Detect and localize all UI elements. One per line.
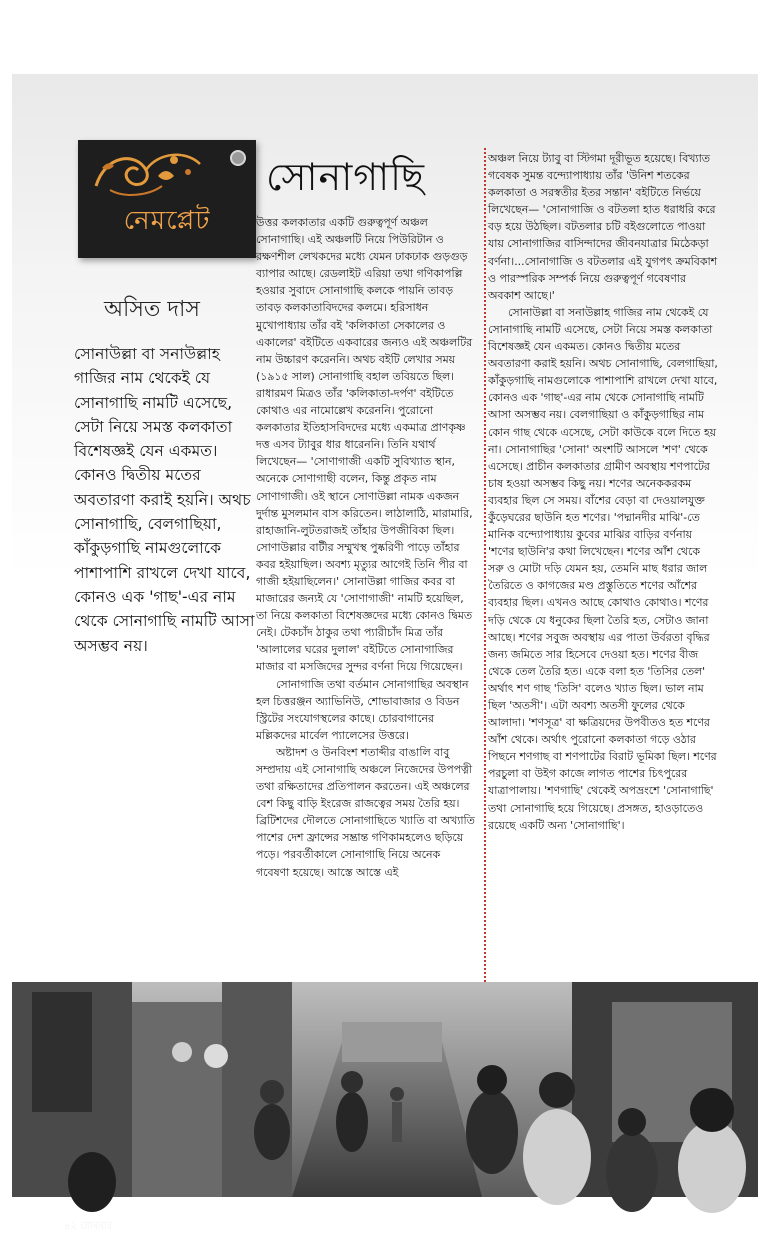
article-column-middle	[256, 214, 476, 881]
article-title: সোনাগাছি	[266, 155, 426, 199]
page-footer: ৪২ রোববার	[64, 1221, 113, 1232]
paragraph: উত্তর কলকাতার একটি গুরুত্বপূর্ণ অঞ্চল সোনাগাছি। এই অঞ্চলটি নিয়ে পিউরিটান ও রক্ষণশীল লেখকদের মধ্যে যেমন ঢাকঢাক গুড়গুড় ব্যাপার আছে। রেডলাইট এরিয়া তথা গণিকাপল্লি হওয়ার সুবাদে সোনাগাছি কলকে পায়নি তাবড় তাবড় কলকাতাবিদদের কলমে। হরিসাধন মুখোপাধ্যায় তাঁর বই 'কলিকাতা সেকালের ও একালের' বইটিতে একবারের জন্যও এই অঞ্চলটির নাম উচ্চারণ করেননি। অথচ বইটি লেখার সময় (১৯১৫ সাল) সোনাগাছি বহাল তবিয়তে ছিল। রাধারমণ মিত্রও তাঁর 'কলিকাতা-দর্পণ' বইটিতে কোথাও এর নামোল্লেখ করেননি। পুরোনো কলকাতার ইতিহাসবিদদের মধ্যে একমাত্র প্রাণকৃষ্ণ দত্ত এসব ট্যাবুর ধার ধারেননি। তিনি যথার্থ লিখেছেন— 'সোণাগাজী একটি সুবিখ্যাত স্থান, অনেকে সোণাগাছী বলেন, কিন্তু প্রকৃত নাম সোণাগাজী। ওই স্থানে সোণাউল্লা নামক একজন দুর্দান্ত মুসলমান বাস করিতেন। লাঠালাঠি, মারামারি, রাহাজানি-লুটতরাজই তাঁহার উপজীবিকা ছিল। সোণাউল্লার বাটীর সম্মুখস্থ পুষ্করিণী পাড়ে তাঁহার কবর হইয়াছিল। অবশ্য মৃত্যুর আগেই তিনি পীর বা গাজী হইয়াছিলেন।' সোনাউল্লা গাজির কবর বা মাজারের জন্যই যে 'সোণাগাজী' নামটি হয়েছিল, তা নিয়ে কলকাতা বিশেষজ্ঞদের মধ্যে কোনও দ্বিমত নেই। টেকচাঁদ ঠাকুর তথা প্যারীচাঁদ মিত্র তাঁর 'আলালের ঘরের দুলাল' বইটিতে সোনাগাজির মাজার বা মসজিদের সুন্দর বর্ণনা দিয়ে গিয়েছেন।	[256, 216, 473, 674]
paragraph: অষ্টাদশ ও উনবিংশ শতাব্দীর বাঙালি বাবু সম্প্রদায় এই সোনাগাছি অঞ্চলে নিজেদের উপপত্নী তথা রক্ষিতাদের প্রতিপালন করতেন। এই অঞ্চলের বেশ কিছু বাড়ি ইংরেজ রাজত্বের সময় তৈরি হয়। ব্রিটিশদের দৌলতে সোনাগাছিতে খ্যাতি বা অখ্যাতি পাশের দেশ ফ্রান্সের সম্ভ্রান্ত গণিকামহলেও ছড়িয়ে পড়ে। পরবর্তীকালে সোনাগাছি নিয়ে অনেক গবেষণা হয়েছে। আস্তে আস্তে এই	[256, 745, 475, 879]
intro-blurb: সোনাউল্লা বা সনাউল্লাহ গাজির নাম থেকেই যে সোনাগাছি নামটি এসেছে, সেটা নিয়ে সমস্ত কলকাতা বিশেষজ্ঞই যেন একমত। কোনও দ্বিতীয় মতের অবতারণা করাই হয়নি। অথচ সোনাগাছি, বেলগাছিয়া, কাঁকুড়গাছি নামগুলোকে পাশাপাশি রাখলে দেখা যাবে, কোনও এক 'গাছ'-এর নাম থেকে সোনাগাছি নামটি আসা অসম্ভব নয়।	[74, 345, 255, 655]
street-photo	[12, 982, 758, 1197]
column-divider	[484, 148, 486, 1038]
floral-swirl-icon	[88, 146, 208, 202]
pin-icon	[230, 150, 246, 166]
street-scene-image	[12, 982, 758, 1197]
paragraph: সোনাগাজি তথা বর্তমান সোনাগাছির অবস্থান হল চিত্তরঞ্জন অ্যাভিনিউ, শোভাবাজার ও বিডন স্ট্রিটের সংযোগস্থলের কাছে। চোরবাগানের মল্লিকদের মার্বেল প্যালেসের উত্তরে।	[256, 677, 469, 742]
paragraph: অঞ্চল নিয়ে ট্যাবু বা স্টিগমা দূরীভূত হয়েছে। বিখ্যাত গবেষক সুমন্ত বন্দ্যোপাধ্যায় তাঁর 'উনিশ শতকের কলকাতা ও সরস্বতীর ইতর সন্তান' বইটিতে নির্ভয়ে লিখেছেন— 'সোনাগাজি ও বটতলা হাত ধরাধরি করে বড় হয়ে উঠছিল। বটতলার চটি বইগুলোতে পাওয়া যায় সোনাগাজির বাসিন্দাদের জীবনযাত্রার মিঠেকড়া বর্ণনা।...সোনাগাজি ও বটতলার এই যুগপৎ ক্রমবিকাশ ও পারস্পরিক সম্পর্ক নিয়ে গুরুত্বপূর্ণ গবেষণার অবকাশ আছে।'	[488, 152, 718, 302]
magazine-page	[12, 74, 758, 1232]
article-column-right	[488, 150, 718, 834]
nameplate-badge	[78, 140, 256, 258]
nameplate-label: নেমপ্লেট	[123, 206, 211, 236]
paragraph: সোনাউল্লা বা সনাউল্লাহ গাজির নাম থেকেই যে সোনাগাছি নামটি এসেছে, সেটা নিয়ে সমস্ত কলকাতা বিশেষজ্ঞই যেন একমত। কোনও দ্বিতীয় মতের অবতারণা করাই হয়নি। অথচ সোনাগাছি, বেলগাছিয়া, কাঁকুড়গাছি নামগুলোকে পাশাপাশি রাখলে দেখা যাবে, কোনও এক 'গাছ'-এর নাম থেকে সোনাগাছি নামটি আসা অসম্ভব নয়। বেলগাছিয়া ও কাঁকুড়গাছির নাম কোন গাছ থেকে এসেছে, সেটা কাউকে বলে দিতে হয় না। সোনাগাছির 'সোনা' অংশটি আসলে 'শণ' থেকে এসেছে। প্রাচীন কলকাতার গ্রামীণ অবস্থায় শণপাটের চাষ হওয়া অসম্ভব কিছু নয়। শণের অনেককরকম ব্যবহার ছিল সে সময়। বাঁশের বেড়া বা দেওয়ালযুক্ত কুঁড়েঘরের ছাউনি হত শণের। 'পদ্মানদীর মাঝি'-তে মানিক বন্দ্যোপাধ্যায় কুবের মাঝির বাড়ির বর্ণনায় 'শণের ছাউনি'র কথা লিখেছেন। শণের আঁশ থেকে সরু ও মোটা দড়ি যেমন হয়, তেমনি মাছ ধরার জাল তৈরিতে ও কাগজের মণ্ড প্রস্তুতিতে শণের আঁশের ব্যবহার ছিল। এখনও আছে কোথাও কোথাও। শণের দড়ি থেকে যে ধনুকের ছিলা তৈরি হত, সেটাও জানা আছে। শণের সবুজ অবস্থায় এর পাতা উর্বরতা বৃদ্ধির জন্য জমিতে সার হিসেবে দেওয়া হত। শণের বীজ থেকে তেল তৈরি হত। একে বলা হত 'তিসির তেল' অর্থাৎ শণ গাছ 'তিসি' বলেও খ্যাত ছিল। ভাল নাম ছিল 'অতসী'। এটা অবশ্য অতসী ফুলের থেকে আলাদা। 'শণসূত্র' বা ক্ষত্রিয়দের উপবীতও হত শণের আঁশ থেকে। অর্থাৎ পুরোনো কলকাতা গড়ে ওঠার পিছনে শণগাছ বা শণপাটের বিরাট ভূমিকা ছিল। শণের পরচুলা বা উইগ কাজে লাগত পাশের চিৎপুরের যাত্রাপালায়। 'শণগাছি' থেকেই অপভ্রংশে 'সোনাগাছি' তথা সোনাগাছি হয়ে গিয়েছে। প্রসঙ্গত, হাওড়াতেও রয়েছে একটি অন্য 'সোনাগাছি'।	[488, 305, 718, 832]
author-name: অসিত দাস	[104, 297, 200, 322]
